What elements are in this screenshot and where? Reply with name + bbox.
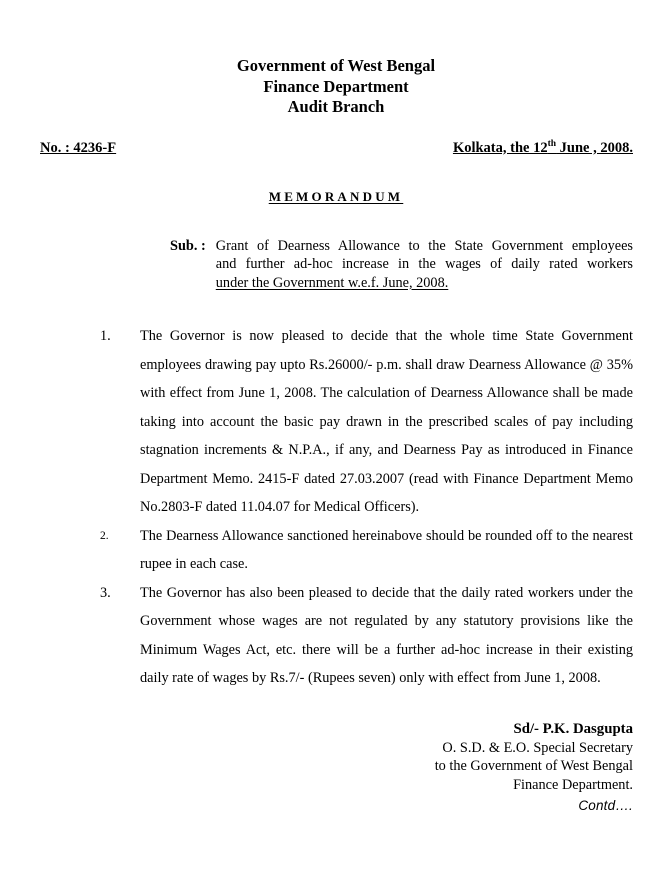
letterhead <box>0 56 672 118</box>
continuation-marker: Contd…. <box>578 798 633 813</box>
clause-marker: 1. <box>100 328 111 344</box>
letterhead-line-government: Government of West Bengal <box>236 56 436 75</box>
clause-marker: 2. <box>100 529 109 542</box>
signature-block <box>0 719 633 795</box>
clause-marker: 3. <box>100 584 111 601</box>
letterhead-line-department: Finance Department <box>263 76 409 96</box>
signatory-designation: O. S.D. & E.O. Special Secretary <box>442 739 633 756</box>
reference-row <box>0 140 672 157</box>
subject-text <box>216 237 633 293</box>
signatory-department: Finance Department. <box>513 776 633 793</box>
clause-text: The Governor is now pleased to decide that the whole time State Government employees drawing pay upto Rs.26000/- p.m. shall draw Dearness Allowance @ 35% with effect from June 1, 2008. The calculation of Dearness Allowance shall be made taking into account the basic pay drawn in the prescribed scales of pay including stagnation increments & N.P.A., if any, and Dearness Pay as introduced in Finance Department Memo. 2415-F dated 27.03.2007 (read with Finance Department Memo No.2803-F dated 11.04.07 for Medical Officers). <box>140 328 633 515</box>
clause-list <box>0 322 672 693</box>
date-ordinal-suffix: th <box>547 138 557 149</box>
clause-text: The Dearness Allowance sanctioned hereinabove should be rounded off to the nearest rupee in each case. <box>140 527 633 572</box>
subject-label: Sub. : <box>170 237 206 254</box>
signatory-government: to the Government of West Bengal <box>434 758 633 774</box>
date-rest: June , 2008. <box>556 139 633 156</box>
place-and-date <box>453 140 633 157</box>
clause-item <box>40 579 633 693</box>
subject-block <box>170 237 633 293</box>
letterhead-line-branch: Audit Branch <box>287 97 385 116</box>
subject-line-1: Grant of Dearness Allowance to the State Government employees <box>215 237 633 254</box>
date-prefix: Kolkata, the 12 <box>452 139 548 156</box>
memorandum-title: MEMORANDUM <box>268 188 404 204</box>
clause-item <box>40 322 633 522</box>
signatory-name: Sd/- P.K. Dasgupta <box>513 720 633 737</box>
subject-line-2: and further ad-hoc increase in the wages of daily rated workers <box>215 256 633 272</box>
clause-item <box>40 522 633 579</box>
clause-text: The Governor has also been pleased to decide that the daily rated workers under the Government whose wages are not regulated by any statutory provisions like the Minimum Wages Act, etc. there will be a further ad-hoc increase in their existing daily rate of wages by Rs.7/- (Rupees seven) only with effect from June 1, 2008. <box>140 584 633 686</box>
subject-line-3: under the Government w.e.f. June, 2008. <box>215 274 449 291</box>
memo-number: No. : 4236-F <box>40 139 117 156</box>
